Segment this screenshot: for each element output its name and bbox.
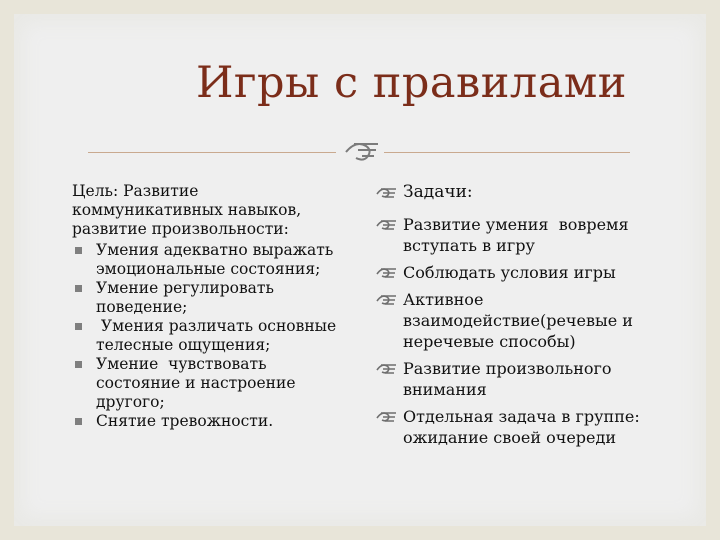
flourish-bullet-icon [375, 292, 397, 308]
list-item-line: Соблюдать условия игры [403, 263, 616, 282]
list-item-line: вступать в игру [403, 236, 535, 255]
list-item-line: эмоциональные состояния; [96, 260, 321, 278]
goal-text [72, 182, 362, 239]
list-item [72, 317, 362, 355]
flourish-bullet-icon [375, 185, 397, 201]
list-item-line: состояние и настроение [96, 374, 296, 392]
flourish-ornament-icon [342, 136, 380, 166]
slide-title: Игры с правилами [196, 58, 627, 108]
list-item-line: взаимодействие(речевые и [403, 311, 633, 330]
list-item [375, 358, 665, 400]
goal-list [72, 241, 362, 431]
list-item-line: Умения адекватно выражать [96, 241, 334, 259]
square-bullet-icon [75, 247, 82, 254]
title-rule-right [384, 152, 630, 153]
goal-column [72, 182, 362, 431]
square-bullet-icon [75, 285, 82, 292]
flourish-bullet-icon [375, 409, 397, 425]
tasks-heading [375, 182, 665, 203]
square-bullet-icon [75, 418, 82, 425]
list-item-line: внимания [403, 380, 487, 399]
square-bullet-icon [75, 361, 82, 368]
list-item-line: другого; [96, 393, 165, 411]
flourish-bullet-icon [375, 217, 397, 233]
list-item [375, 262, 665, 283]
list-item-line: Умение регулировать [96, 279, 274, 297]
square-bullet-icon [75, 323, 82, 330]
list-item-line: Снятие тревожности. [96, 412, 274, 430]
list-item [72, 355, 362, 412]
goal-line: Цель: Развитие [72, 182, 199, 200]
list-item-line: поведение; [96, 298, 188, 316]
flourish-bullet-icon [375, 265, 397, 281]
list-item-line: Развитие произвольного [403, 359, 612, 378]
flourish-bullet-icon [375, 361, 397, 377]
list-item [375, 406, 665, 448]
tasks-list [375, 182, 665, 448]
tasks-column [375, 182, 665, 454]
list-item [72, 241, 362, 279]
list-item-line: Развитие умения вовремя [403, 215, 629, 234]
list-item [72, 279, 362, 317]
list-item [375, 214, 665, 256]
goal-line: коммуникативных навыков, [72, 201, 302, 219]
list-item-line: ожидание своей очереди [403, 428, 617, 447]
list-item-line: неречевые способы) [403, 332, 576, 351]
list-item-line: телесные ощущения; [96, 336, 271, 354]
list-item [72, 412, 362, 431]
list-item [375, 289, 665, 352]
list-item-line: Отдельная задача в группе: [403, 407, 640, 426]
goal-line: развитие произвольности: [72, 220, 289, 238]
title-rule-left [88, 152, 336, 153]
list-item-line: Умения различать основные [96, 317, 337, 335]
list-item-line: Активное [403, 290, 484, 309]
list-item-line: Умение чувствовать [96, 355, 267, 373]
tasks-heading-text: Задачи: [403, 182, 473, 202]
